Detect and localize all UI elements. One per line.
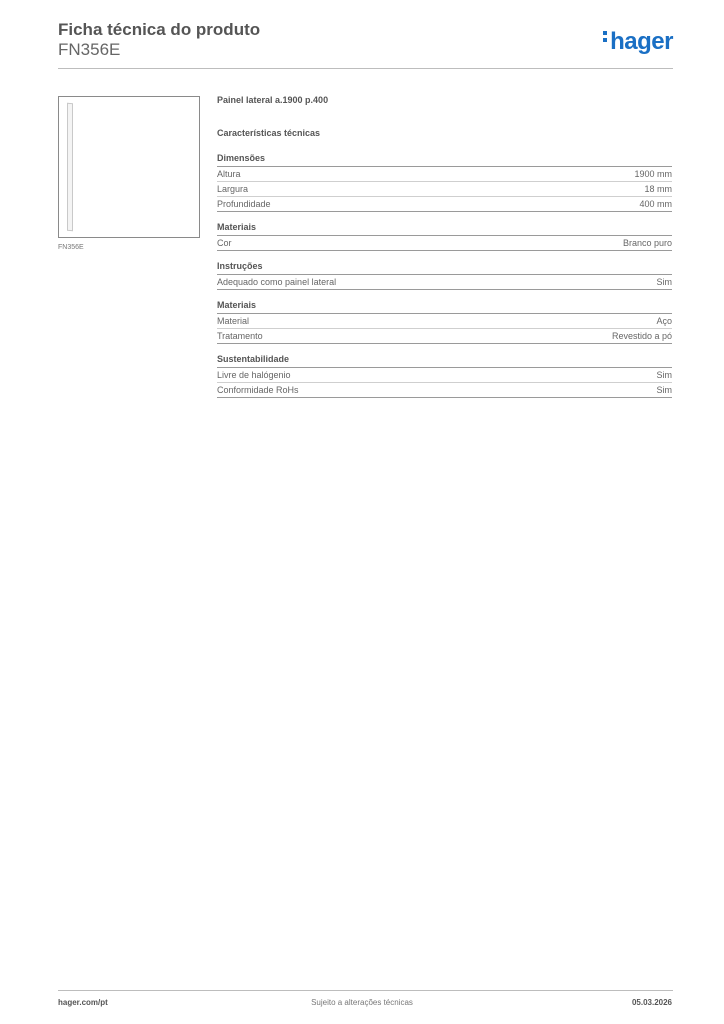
spec-value: Sim	[656, 385, 672, 395]
footer-divider	[58, 990, 673, 991]
hager-logo	[603, 28, 673, 56]
spec-row	[217, 275, 672, 290]
spec-group	[217, 299, 672, 344]
spec-label: Largura	[217, 184, 249, 194]
technical-characteristics-heading: Características técnicas	[217, 128, 321, 138]
header-divider	[58, 68, 673, 69]
spec-group	[217, 221, 672, 251]
product-name: Painel lateral a.1900 p.400	[217, 95, 329, 105]
spec-value: 400 mm	[639, 199, 672, 209]
spec-row	[217, 368, 672, 383]
product-image	[58, 96, 200, 238]
spec-label: Livre de halógenio	[217, 370, 291, 380]
footer-website: hager.com/pt	[58, 998, 108, 1007]
spec-value: 18 mm	[644, 184, 672, 194]
spec-label: Adequado como painel lateral	[217, 277, 337, 287]
document-title: Ficha técnica do produto	[58, 20, 261, 39]
spec-label: Tratamento	[217, 331, 263, 341]
spec-row	[217, 167, 672, 182]
side-panel-illustration	[67, 103, 73, 231]
spec-value: Sim	[656, 370, 672, 380]
spec-group-title: Materiais	[217, 221, 672, 236]
spec-value: Revestido a pó	[611, 331, 672, 341]
spec-groups	[217, 152, 672, 398]
spec-label: Profundidade	[217, 199, 271, 209]
logo-dots-icon	[603, 31, 608, 45]
spec-group-title: Instruções	[217, 260, 672, 275]
spec-value: Branco puro	[622, 238, 672, 248]
spec-value: 1900 mm	[634, 169, 672, 179]
spec-value: Sim	[656, 277, 672, 287]
footer-date: 05.03.2026	[631, 998, 672, 1007]
spec-group-title: Sustentabilidade	[217, 353, 672, 368]
spec-group	[217, 353, 672, 398]
spec-group-title: Materiais	[217, 299, 672, 314]
logo-text: hager	[610, 28, 673, 55]
image-caption: FN356E	[58, 244, 84, 251]
spec-row	[217, 197, 672, 212]
spec-label: Material	[217, 316, 250, 326]
spec-row	[217, 329, 672, 344]
spec-row	[217, 236, 672, 251]
spec-sheet	[217, 95, 672, 407]
spec-group	[217, 152, 672, 212]
spec-label: Altura	[217, 169, 241, 179]
spec-group-title: Dimensões	[217, 152, 672, 167]
spec-label: Conformidade RoHs	[217, 385, 299, 395]
spec-row	[217, 383, 672, 398]
spec-row	[217, 182, 672, 197]
spec-label: Cor	[217, 238, 232, 248]
spec-group	[217, 260, 672, 290]
spec-value: Aço	[656, 316, 672, 326]
spec-row	[217, 314, 672, 329]
product-code: FN356E	[58, 40, 121, 59]
footer-notice: Sujeito a alterações técnicas	[311, 998, 413, 1007]
page-header	[58, 20, 673, 70]
